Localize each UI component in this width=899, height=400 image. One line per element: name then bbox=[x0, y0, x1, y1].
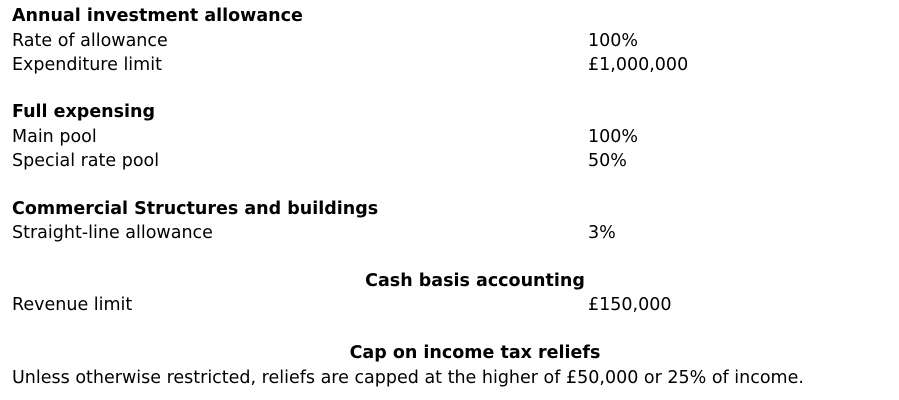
aia-limit-value: £1,000,000 bbox=[588, 55, 689, 75]
main-pool-value: 100% bbox=[588, 127, 639, 147]
aia-rate-value: 100% bbox=[588, 31, 639, 51]
revenue-limit-label: Revenue limit bbox=[12, 295, 133, 315]
aia-heading: Annual investment allowance bbox=[12, 6, 303, 26]
special-rate-pool-value: 50% bbox=[588, 151, 627, 171]
cap-heading: Cap on income tax reliefs bbox=[349, 343, 601, 363]
cap-text: Unless otherwise restricted, reliefs are capped at the higher of £50,000 or 25% of income. bbox=[12, 368, 804, 388]
cash-basis-heading: Cash basis accounting bbox=[365, 271, 585, 291]
aia-limit-label: Expenditure limit bbox=[12, 55, 162, 75]
main-pool-label: Main pool bbox=[12, 127, 97, 147]
straight-line-allowance-label: Straight-line allowance bbox=[12, 223, 213, 243]
aia-rate-label: Rate of allowance bbox=[12, 31, 168, 51]
full-expensing-heading: Full expensing bbox=[12, 102, 156, 122]
sba-heading: Commercial Structures and buildings bbox=[12, 199, 379, 219]
straight-line-allowance-value: 3% bbox=[588, 223, 616, 243]
special-rate-pool-label: Special rate pool bbox=[12, 151, 160, 171]
revenue-limit-value: £150,000 bbox=[588, 295, 672, 315]
